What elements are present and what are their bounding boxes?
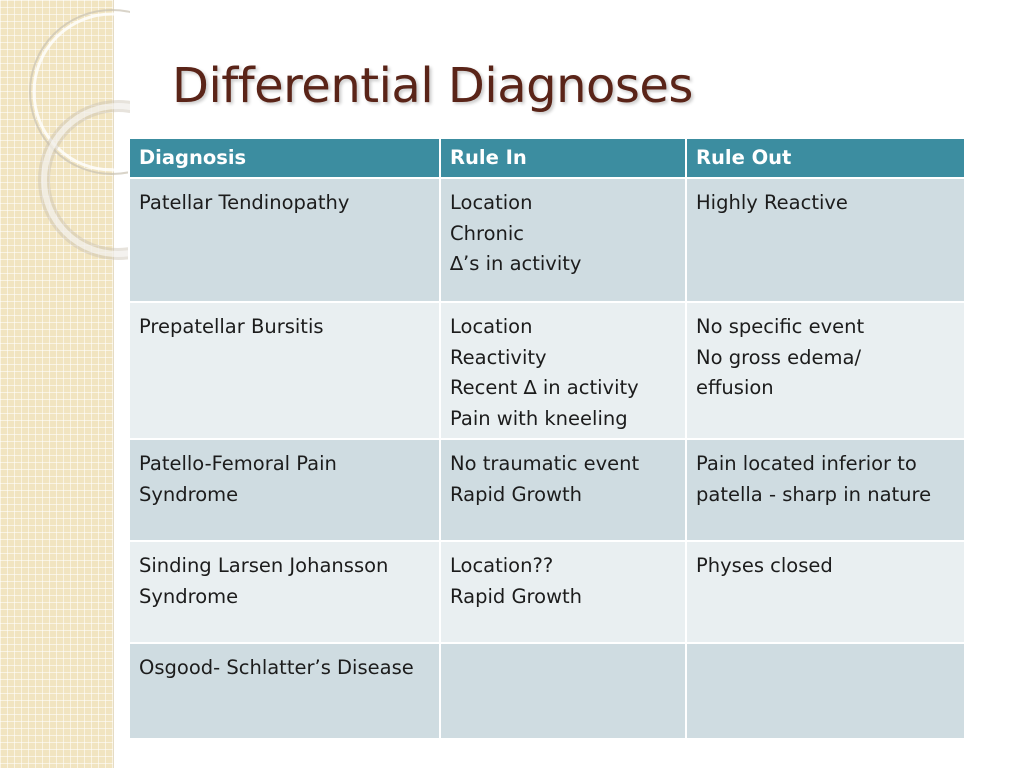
cell-line: Location (450, 191, 533, 214)
cell-line: Syndrome (139, 584, 239, 608)
cell-line: Reactivity (450, 345, 547, 369)
table-row (129, 643, 965, 739)
diagnosis-cell (129, 541, 440, 643)
cell-line: ∆’s in activity (450, 252, 582, 275)
header-rule-out: Rule Out (686, 138, 965, 178)
rule-in-cell (440, 643, 686, 739)
rule-out-cell (686, 439, 965, 541)
diagnosis-cell (129, 302, 440, 439)
rule-in-cell (440, 178, 686, 302)
cell-line: effusion (696, 376, 774, 399)
differential-diagnoses-table (128, 137, 966, 740)
cell-line: Patello-Femoral Pain (139, 452, 337, 475)
table-row (129, 302, 965, 439)
rule-in-cell (440, 439, 686, 541)
cell-line: Osgood- Schlatter’s Disease (139, 656, 414, 679)
cell-line: Syndrome (139, 482, 239, 506)
diagnosis-cell (129, 178, 440, 302)
table-row (129, 439, 965, 541)
cell-line: Chronic (450, 221, 524, 245)
cell-line: No traumatic event (450, 452, 640, 475)
rule-out-cell (686, 302, 965, 439)
cell-line: Highly Reactive (696, 191, 848, 214)
rule-out-cell (686, 178, 965, 302)
cell-line: Sinding Larsen Johansson (139, 554, 389, 577)
cell-line: Rapid Growth (450, 584, 583, 608)
cell-line: patella - sharp in nature (696, 482, 932, 506)
cell-line: No specific event (696, 315, 865, 338)
table-row (129, 541, 965, 643)
rule-in-cell (440, 302, 686, 439)
diagnosis-cell (129, 439, 440, 541)
cell-line: Location?? (450, 554, 554, 577)
cell-line: Location (450, 315, 533, 338)
cell-line: Prepatellar Bursitis (139, 315, 324, 338)
table-row (129, 178, 965, 302)
cell-line: Rapid Growth (450, 482, 583, 506)
header-rule-in: Rule In (440, 138, 686, 178)
rule-out-cell (686, 643, 965, 739)
cell-line: Pain with kneeling (450, 406, 628, 430)
cell-line: Recent ∆ in activity (450, 376, 639, 399)
cell-line: Pain located inferior to (696, 452, 917, 475)
header-diagnosis: Diagnosis (129, 138, 440, 178)
diagnosis-cell (129, 643, 440, 739)
decorative-rings (0, 0, 130, 290)
slide-title: Differential Diagnoses (172, 58, 693, 114)
cell-line: No gross edema/ (696, 345, 862, 369)
cell-line: Physes closed (696, 554, 833, 577)
rule-in-cell (440, 541, 686, 643)
table-header-row (129, 138, 965, 178)
rule-out-cell (686, 541, 965, 643)
cell-line: Patellar Tendinopathy (139, 191, 350, 214)
